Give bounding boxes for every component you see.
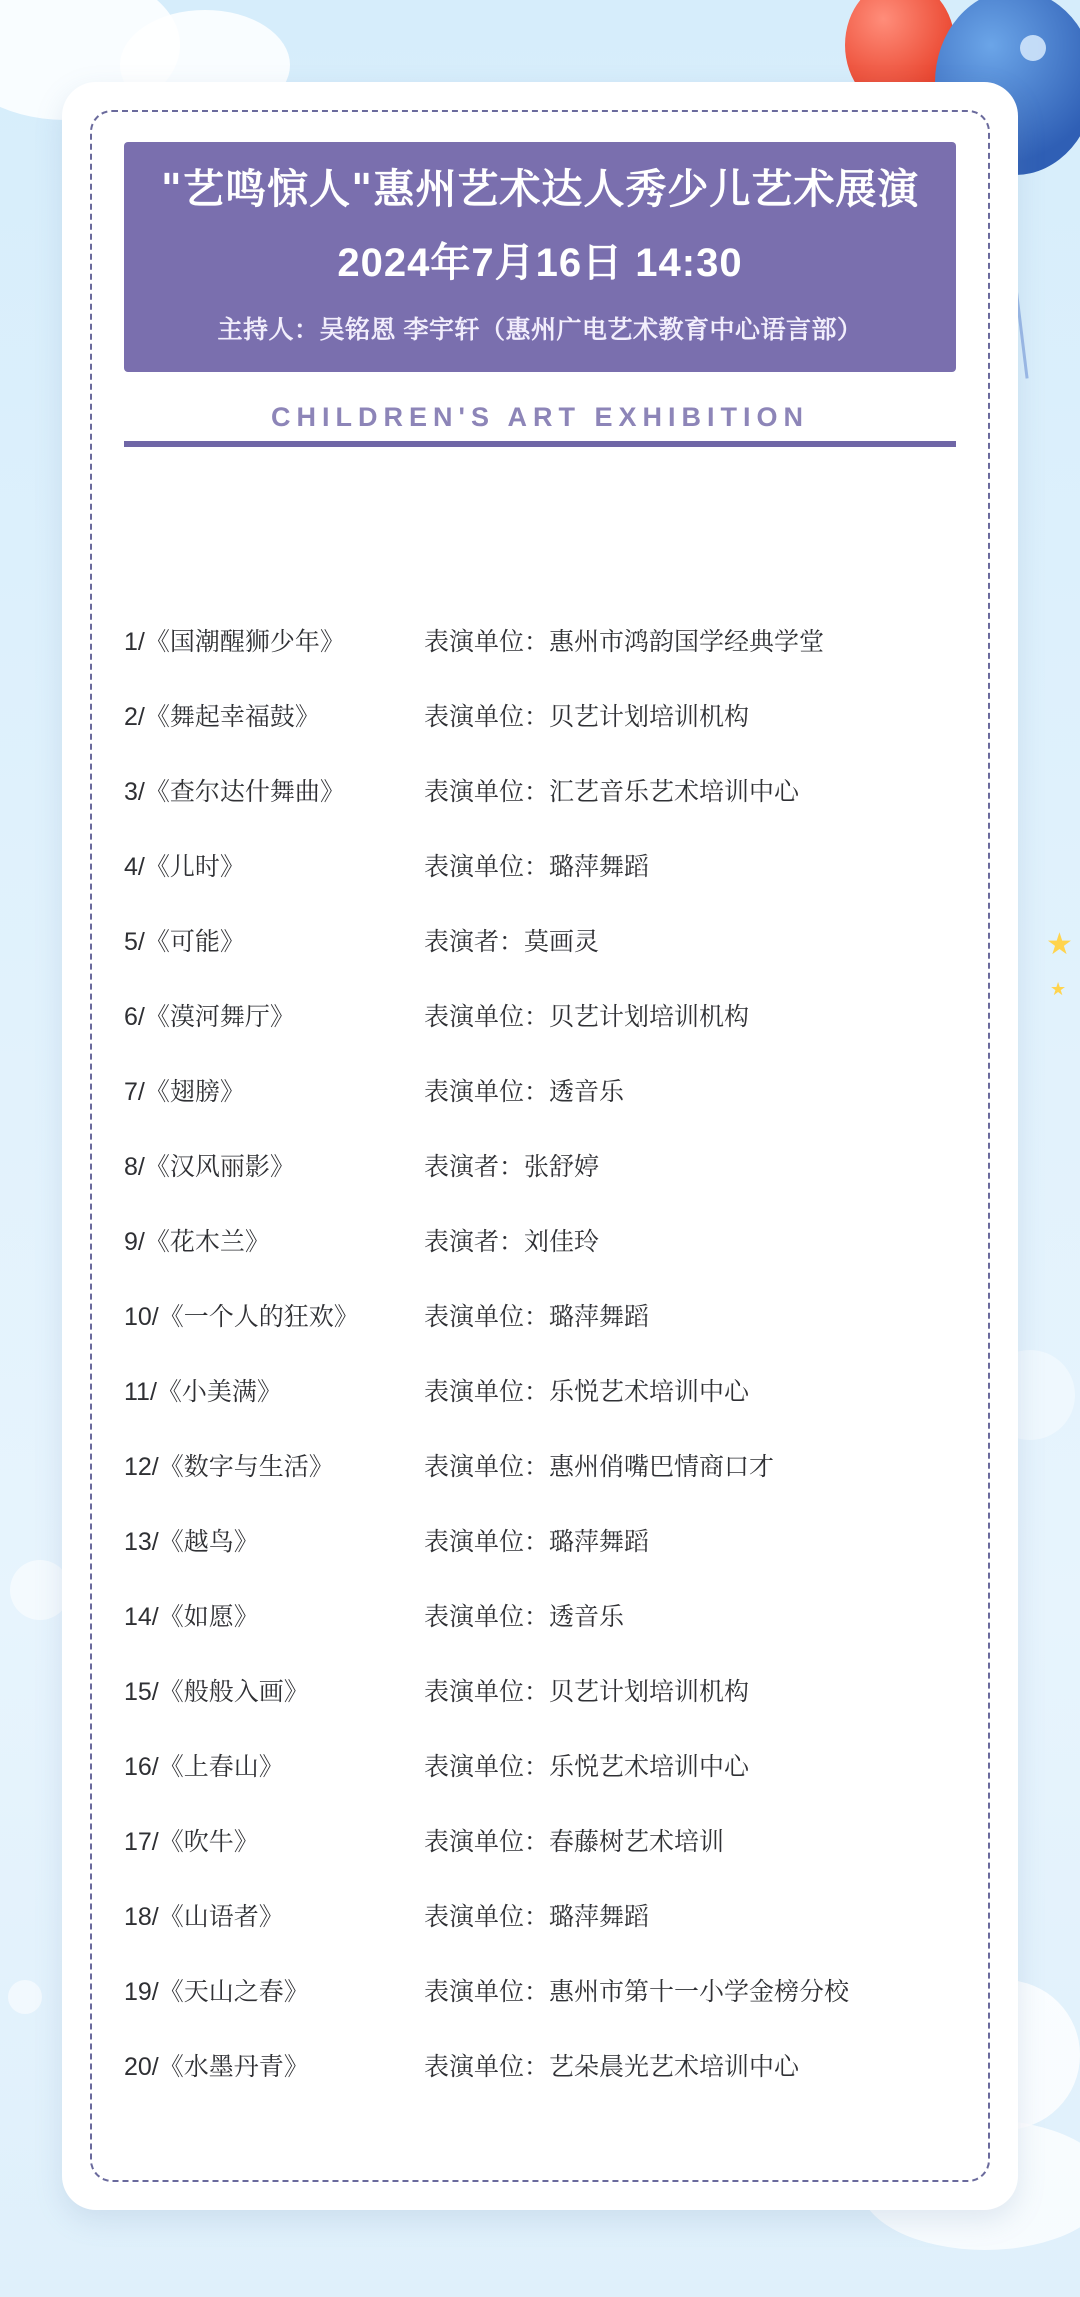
divider [124, 441, 956, 447]
program-performer: 表演单位：璐萍舞蹈 [424, 1303, 650, 1331]
program-performer: 表演者：刘佳玲 [424, 1228, 600, 1256]
program-row [124, 847, 984, 922]
program-row [124, 622, 984, 697]
program-row [124, 1822, 984, 1897]
program-title: 9/《花木兰》 [124, 1228, 270, 1256]
program-title: 11/《小美满》 [124, 1378, 282, 1406]
bubble-decoration [10, 1560, 70, 1620]
program-performer: 表演单位：透音乐 [424, 1603, 625, 1631]
program-row [124, 1672, 984, 1747]
program-performer: 表演单位：贝艺计划培训机构 [424, 703, 750, 731]
program-row [124, 772, 984, 847]
program-list [124, 622, 984, 2122]
program-performer: 表演单位：乐悦艺术培训中心 [424, 1753, 750, 1781]
program-row [124, 697, 984, 772]
program-title: 18/《山语者》 [124, 1903, 284, 1931]
program-row [124, 1447, 984, 1522]
star-icon: ★ [1046, 928, 1073, 961]
program-title: 15/《般般入画》 [124, 1678, 309, 1706]
subtitle-band [124, 402, 956, 447]
program-title: 16/《上春山》 [124, 1753, 284, 1781]
program-title: 20/《水墨丹青》 [124, 2053, 309, 2081]
program-performer: 表演单位：艺朵晨光艺术培训中心 [424, 2053, 800, 2081]
program-title: 2/《舞起幸福鼓》 [124, 703, 320, 731]
program-performer: 表演单位：贝艺计划培训机构 [424, 1678, 750, 1706]
program-row [124, 1522, 984, 1597]
program-row [124, 1747, 984, 1822]
program-performer: 表演单位：春藤树艺术培训 [424, 1828, 725, 1856]
program-performer: 表演单位：惠州俏嘴巴情商口才 [424, 1453, 775, 1481]
program-title: 12/《数字与生活》 [124, 1453, 334, 1481]
program-performer: 表演单位：惠州市鸿韵国学经典学堂 [424, 628, 825, 656]
program-performer: 表演单位：汇艺音乐艺术培训中心 [424, 778, 800, 806]
program-performer: 表演单位：璐萍舞蹈 [424, 853, 650, 881]
star-icon: ★ [1050, 979, 1067, 999]
poster-header [124, 142, 956, 372]
program-title: 6/《漠河舞厅》 [124, 1003, 295, 1031]
program-performer: 表演单位：乐悦艺术培训中心 [424, 1378, 750, 1406]
program-performer: 表演单位：璐萍舞蹈 [424, 1903, 650, 1931]
program-row [124, 1297, 984, 1372]
program-title: 14/《如愿》 [124, 1603, 259, 1631]
program-row [124, 2047, 984, 2122]
program-row [124, 922, 984, 997]
program-title: 13/《越鸟》 [124, 1528, 259, 1556]
program-row [124, 997, 984, 1072]
program-title: 5/《可能》 [124, 928, 245, 956]
page-title: "艺鸣惊人"惠州艺术达人秀少儿艺术展演 [160, 165, 920, 213]
program-title: 7/《翅膀》 [124, 1078, 245, 1106]
program-performer: 表演者：莫画灵 [424, 928, 600, 956]
balloon-highlight-dot [1020, 35, 1046, 61]
program-title: 17/《吹牛》 [124, 1828, 259, 1856]
program-title: 19/《天山之春》 [124, 1978, 309, 2006]
program-row [124, 1072, 984, 1147]
program-row [124, 1372, 984, 1447]
event-hosts: 主持人：吴铭恩 李宇轩（惠州广电艺术教育中心语言部） [217, 316, 863, 345]
program-performer: 表演者：张舒婷 [424, 1153, 600, 1181]
english-subtitle: CHILDREN'S ART EXHIBITION [271, 402, 809, 432]
program-row [124, 1597, 984, 1672]
program-row [124, 1972, 984, 2047]
event-datetime: 2024年7月16日 14:30 [337, 241, 743, 286]
program-row [124, 1147, 984, 1222]
program-title: 3/《查尔达什舞曲》 [124, 778, 345, 806]
bubble-decoration [8, 1980, 42, 2014]
poster-card [62, 82, 1018, 2210]
program-performer: 表演单位：璐萍舞蹈 [424, 1528, 650, 1556]
program-title: 8/《汉风丽影》 [124, 1153, 295, 1181]
program-title: 10/《一个人的狂欢》 [124, 1303, 359, 1331]
program-performer: 表演单位：惠州市第十一小学金榜分校 [424, 1978, 850, 2006]
program-performer: 表演单位：透音乐 [424, 1078, 625, 1106]
program-title: 4/《儿时》 [124, 853, 245, 881]
program-row [124, 1897, 984, 1972]
program-row [124, 1222, 984, 1297]
program-title: 1/《国潮醒狮少年》 [124, 628, 345, 656]
program-performer: 表演单位：贝艺计划培训机构 [424, 1003, 750, 1031]
